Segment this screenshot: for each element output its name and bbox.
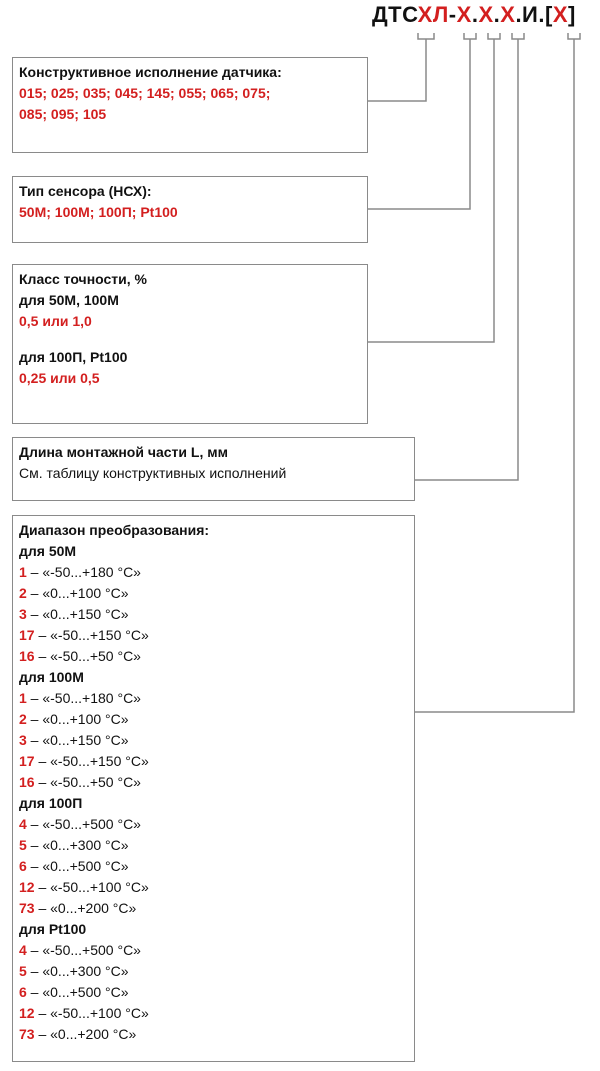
range-item <box>19 625 408 646</box>
range-item-value: – «0...+100 °С» <box>26 585 129 601</box>
range-item-value: – «-50...+500 °С» <box>26 942 141 958</box>
code-prefix: ДТС <box>372 2 418 27</box>
range-item <box>19 562 408 583</box>
range-item-code: 3 <box>19 606 27 622</box>
range-item-code: 1 <box>19 564 27 580</box>
range-groups <box>19 541 408 1045</box>
range-item-value: – «0...+300 °С» <box>26 963 129 979</box>
box-accuracy <box>12 264 368 424</box>
range-item-code: 5 <box>19 963 27 979</box>
box3-group2-value: 0,25 или 0,5 <box>19 370 100 386</box>
box-sensor-type <box>12 176 368 243</box>
range-item-code: 16 <box>19 648 35 664</box>
code-bracket-open: [ <box>544 2 553 27</box>
box4-title: Длина монтажной части L, мм <box>19 444 228 460</box>
range-item-code: 73 <box>19 900 35 916</box>
range-group-label: для Pt100 <box>19 921 87 937</box>
bracket-range <box>568 33 580 39</box>
box3-group1-value: 0,5 или 1,0 <box>19 313 92 329</box>
range-item-value: – «-50...+150 °С» <box>34 753 149 769</box>
range-item-value: – «-50...+150 °С» <box>34 627 149 643</box>
range-item <box>19 688 408 709</box>
range-item-value: – «0...+100 °С» <box>26 711 129 727</box>
code-suffix: .И. <box>515 2 545 27</box>
range-item-value: – «-50...+100 °С» <box>34 1005 149 1021</box>
range-item <box>19 982 408 1003</box>
box4-text: См. таблицу конструктивных исполнений <box>19 465 287 481</box>
range-item <box>19 1003 408 1024</box>
box3-title: Класс точности, % <box>19 271 147 287</box>
box5-title: Диапазон преобразования: <box>19 522 210 538</box>
range-group-label: для 50М <box>19 543 77 559</box>
box1-line2: 085; 095; 105 <box>19 106 107 122</box>
range-item-code: 16 <box>19 774 35 790</box>
range-item-value: – «-50...+180 °С» <box>26 690 141 706</box>
range-item-value: – «0...+150 °С» <box>26 732 129 748</box>
range-item-value: – «-50...+50 °С» <box>34 648 141 664</box>
range-item-value: – «-50...+50 °С» <box>34 774 141 790</box>
code-dash: - <box>448 2 457 27</box>
range-item <box>19 772 408 793</box>
code-accuracy: Х <box>478 2 494 27</box>
box1-title: Конструктивное исполнение датчика: <box>19 64 282 80</box>
bracket-accuracy <box>488 33 500 39</box>
leader-box3 <box>367 39 494 342</box>
bracket-sensor-version <box>418 33 434 39</box>
leader-box2 <box>367 39 470 209</box>
range-item-code: 3 <box>19 732 27 748</box>
code-dot2: . <box>493 2 501 27</box>
range-item-code: 6 <box>19 858 27 874</box>
range-item-code: 6 <box>19 984 27 1000</box>
bracket-sensor-type <box>464 33 476 39</box>
model-code <box>372 2 576 28</box>
range-item-value: – «0...+300 °С» <box>26 837 129 853</box>
range-group-label: для 100М <box>19 669 84 685</box>
range-item <box>19 751 408 772</box>
range-item <box>19 814 408 835</box>
range-item-code: 12 <box>19 879 35 895</box>
range-group-label: для 100П <box>19 795 83 811</box>
range-item <box>19 646 408 667</box>
code-dot1: . <box>471 2 479 27</box>
range-item-code: 2 <box>19 711 27 727</box>
code-sensor: Х <box>456 2 472 27</box>
range-item-value: – «-50...+100 °С» <box>34 879 149 895</box>
box1-line1: 015; 025; 035; 045; 145; 055; 065; 075; <box>19 85 271 101</box>
range-item <box>19 940 408 961</box>
range-item-code: 4 <box>19 816 27 832</box>
range-item-code: 17 <box>19 753 35 769</box>
bracket-length <box>512 33 524 39</box>
range-item-code: 17 <box>19 627 35 643</box>
range-item <box>19 1024 408 1045</box>
code-bracket-close: ] <box>568 2 576 27</box>
leader-box4 <box>414 39 518 480</box>
range-item <box>19 961 408 982</box>
range-item <box>19 877 408 898</box>
range-item-value: – «0...+200 °С» <box>34 1026 137 1042</box>
range-item <box>19 604 408 625</box>
box2-values: 50М; 100М; 100П; Pt100 <box>19 204 178 220</box>
range-item-value: – «0...+150 °С» <box>26 606 129 622</box>
box2-title: Тип сенсора (НСХ): <box>19 183 152 199</box>
range-item-code: 12 <box>19 1005 35 1021</box>
range-item <box>19 583 408 604</box>
range-item-value: – «-50...+500 °С» <box>26 816 141 832</box>
box-sensor-version <box>12 57 368 153</box>
range-item <box>19 898 408 919</box>
range-item-value: – «0...+500 °С» <box>26 984 129 1000</box>
code-range: Х <box>552 2 568 27</box>
box3-group2-label: для 100П, Pt100 <box>19 349 128 365</box>
range-item-code: 2 <box>19 585 27 601</box>
range-item-code: 4 <box>19 942 27 958</box>
leader-box1 <box>367 39 426 101</box>
code-length: Х <box>500 2 516 27</box>
box3-group1-label: для 50М, 100М <box>19 292 119 308</box>
range-item-value: – «0...+200 °С» <box>34 900 137 916</box>
range-item-code: 73 <box>19 1026 35 1042</box>
box-length <box>12 437 415 501</box>
range-item <box>19 730 408 751</box>
range-item-code: 1 <box>19 690 27 706</box>
range-item <box>19 709 408 730</box>
range-item-value: – «-50...+180 °С» <box>26 564 141 580</box>
range-item-value: – «0...+500 °С» <box>26 858 129 874</box>
range-item <box>19 835 408 856</box>
range-item <box>19 856 408 877</box>
box-range <box>12 515 415 1062</box>
range-item-code: 5 <box>19 837 27 853</box>
code-version: ХЛ <box>417 2 449 27</box>
